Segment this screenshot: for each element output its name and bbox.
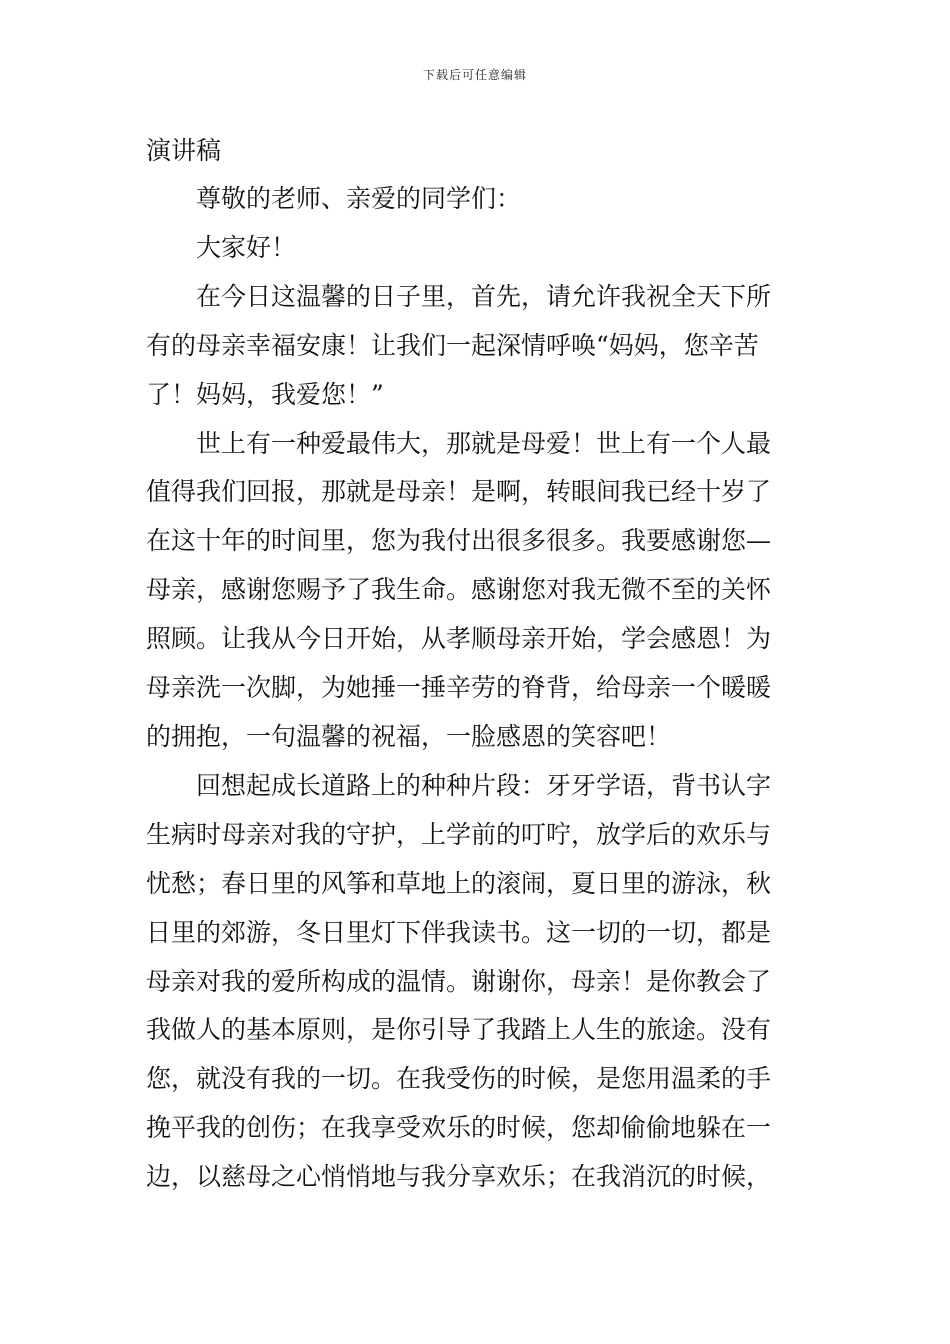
body-paragraph: 世上有一种爱最伟大，那就是母爱！世上有一个人最 值得我们回报，那就是母亲！是啊，转眼间我已经十岁了 在这十年的时间里，您为我付出很多很多。我要感谢您— 母亲，感谢您赐予了我生命。感谢您对我无微不至的关怀 照顾。让我从今日开始，从孝顺母亲开始，学会感恩！为 母亲洗一次脚，为她捶一捶辛劳的脊背，给母亲一个暖暖 的拥抱，一句温馨的祝福，一脸感恩的笑容吧！: [146, 428, 772, 751]
body-paragraph: 回想起成长道路上的种种片段：牙牙学语，背书认字 生病时母亲对我的守护，上学前的叮咛，放学后的欢乐与 忧愁；春日里的风筝和草地上的滚闹，夏日里的游泳，秋 日里的郊游，冬日里灯下伴我读书。这一切的一切，都是 母亲对我的爱所构成的温情。谢谢你，母亲！是你教会了 我做人的基本原则，是你引导了我踏上人生的旅途。没有 您，就没有我的一切。在我受伤的时候，是您用温柔的手 挽平我的创伤；在我享受欢乐的时候，您却偷偷地躲在一 边，以慈母之心悄悄地与我分享欢乐；在我消沉的时候，: [146, 770, 772, 1192]
body-paragraph: 在今日这温馨的日子里，首先，请允许我祝全天下所 有的母亲幸福安康！让我们一起深情呼唤“妈妈，您辛苦 了！妈妈，我爱您！”: [146, 281, 772, 409]
document-title: 演讲稿: [146, 136, 222, 165]
header-note: 下载后可任意编辑: [422, 68, 527, 82]
document-body: [146, 127, 808, 1202]
greeting-paragraph: 大家好！: [196, 232, 297, 262]
salutation-paragraph: 尊敬的老师、亲爱的同学们：: [196, 184, 522, 213]
